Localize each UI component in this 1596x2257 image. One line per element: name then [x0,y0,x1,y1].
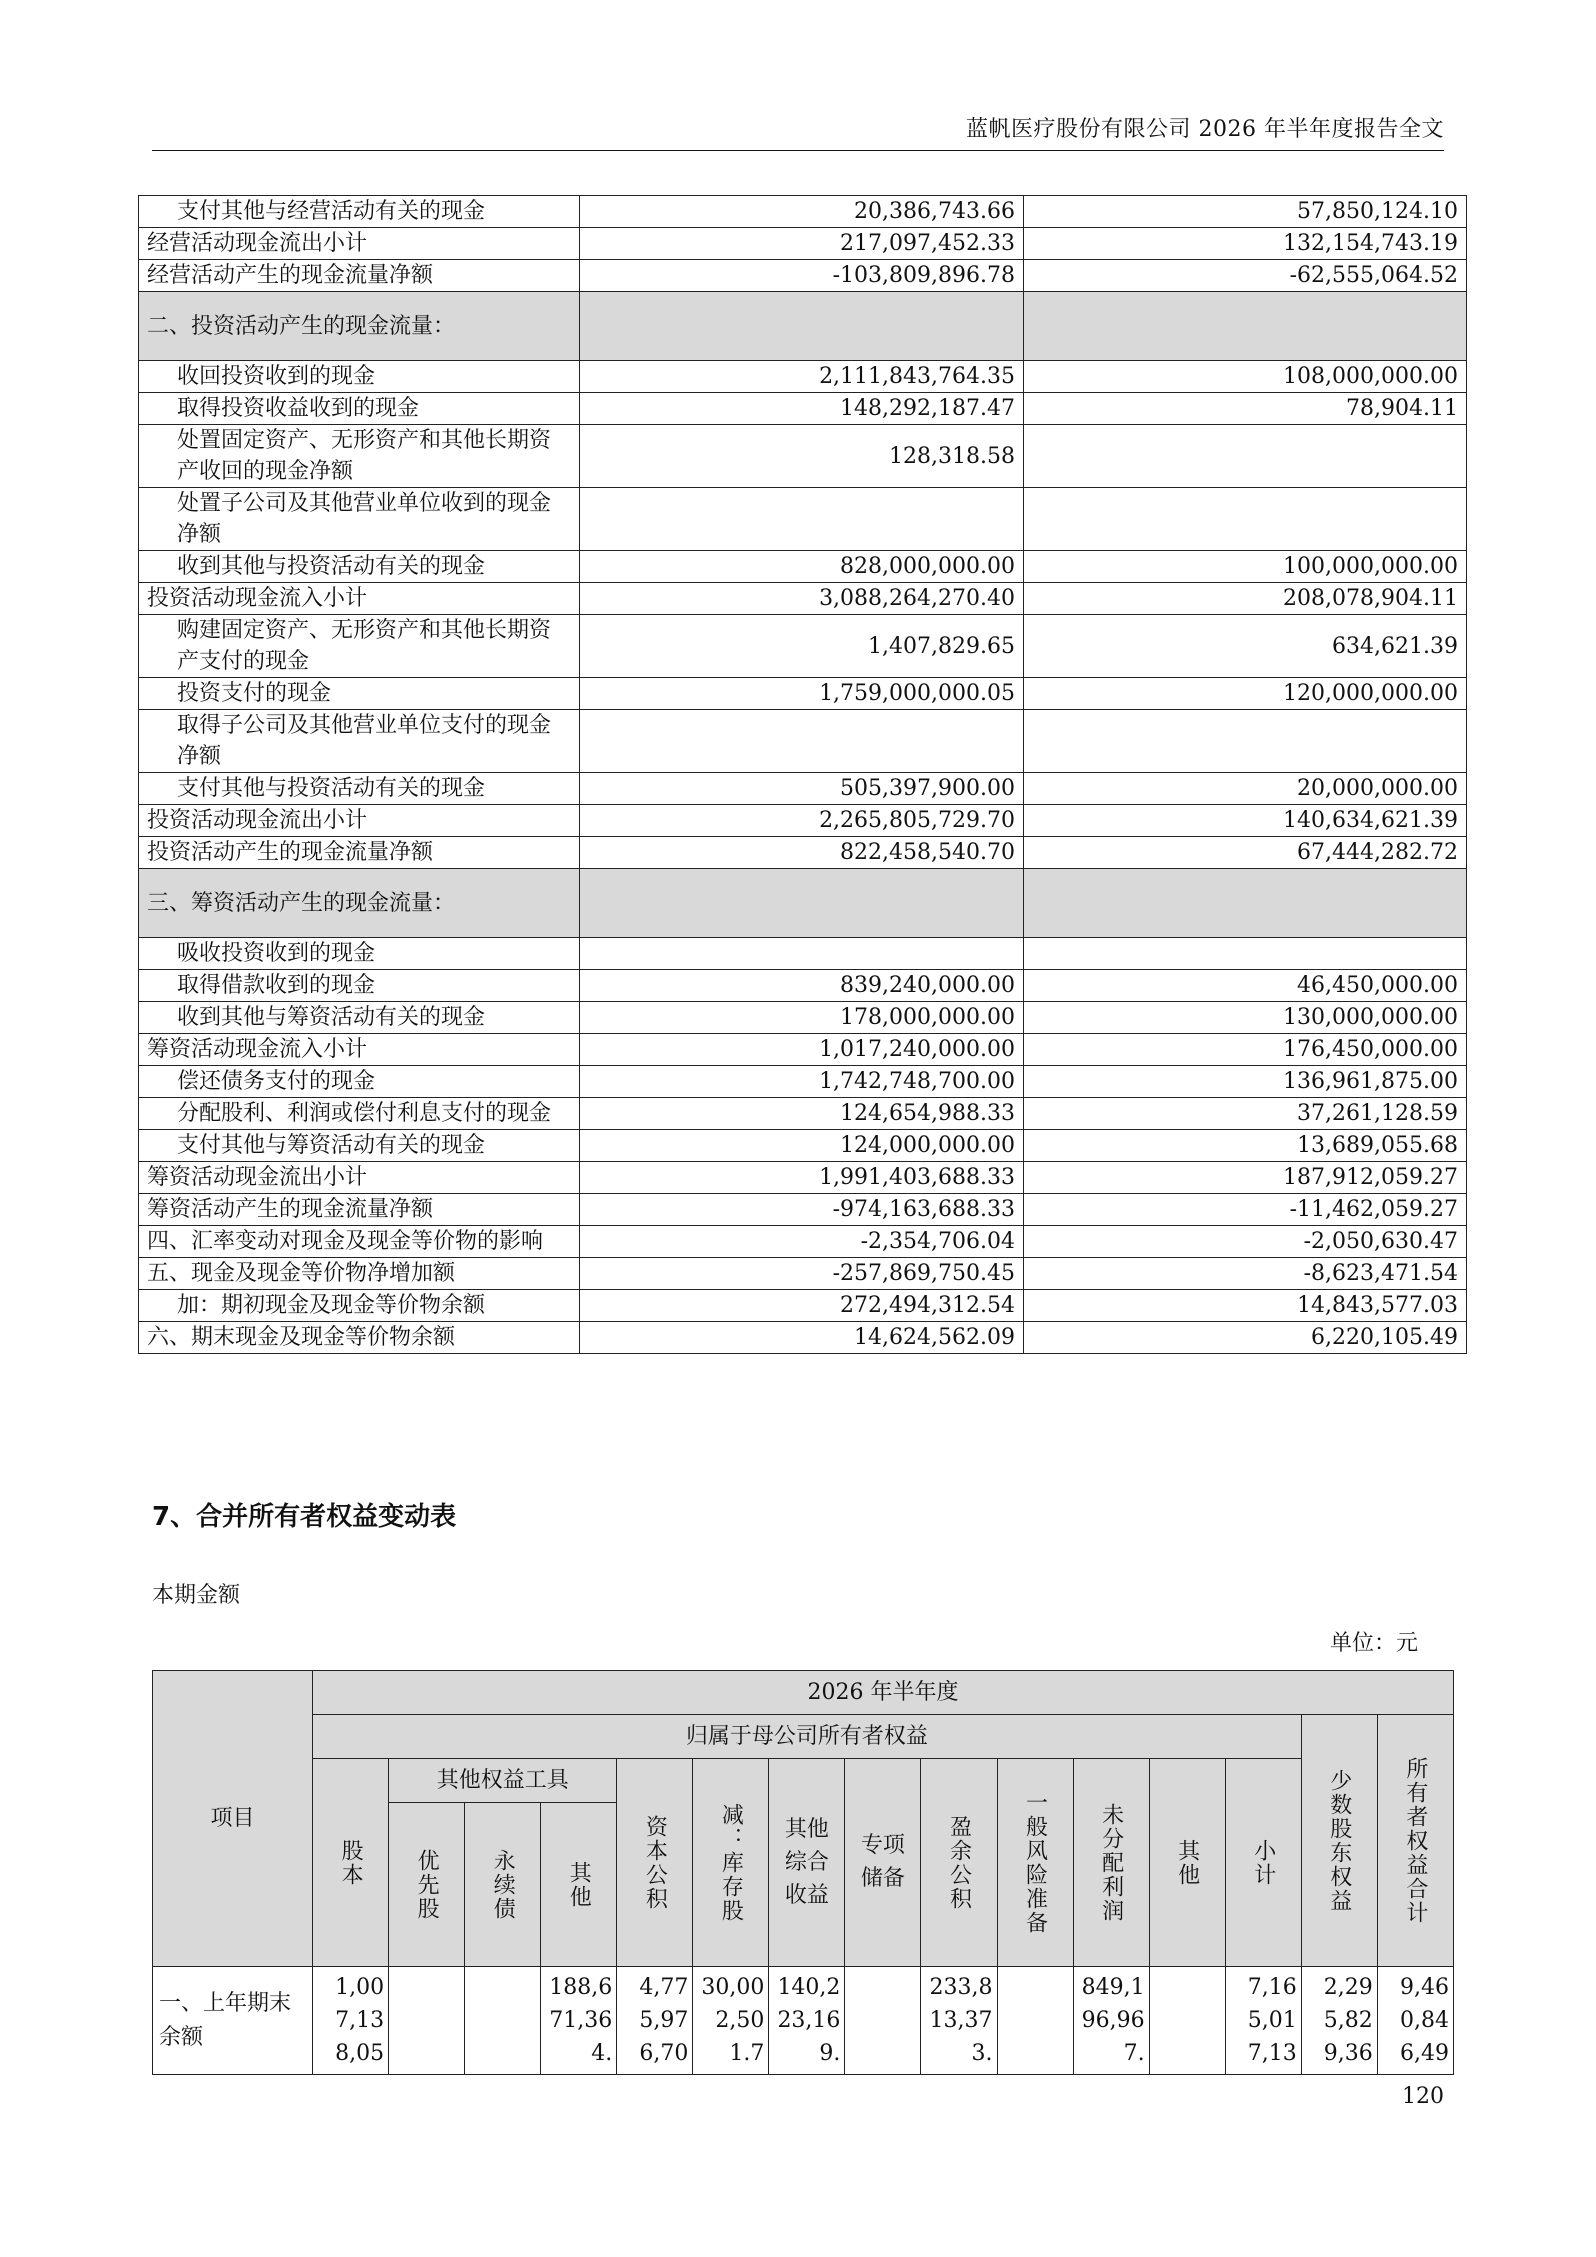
col-preferred: 优先股 [389,1803,465,1967]
row-label: 收到其他与筹资活动有关的现金 [139,1002,580,1034]
cash-flow-row [139,938,1467,970]
prior-period-amount [1024,292,1467,361]
col-treasury-stock: 减：库存股 [693,1759,769,1967]
cash-flow-row [139,1290,1467,1322]
row-label: 投资支付的现金 [139,678,580,710]
col-item-header: 项目 [153,1671,313,1967]
current-period-amount: -974,163,688.33 [580,1194,1024,1226]
current-period-amount: 1,759,000,000.05 [580,678,1024,710]
cash-flow-row [139,1002,1467,1034]
current-period-amount: 1,991,403,688.33 [580,1162,1024,1194]
prior-period-amount: 140,634,621.39 [1024,805,1467,837]
current-period-amount [580,938,1024,970]
prior-period-amount: 208,078,904.11 [1024,583,1467,615]
current-period-amount: 1,742,748,700.00 [580,1066,1024,1098]
cash-flow-row [139,1034,1467,1066]
col-capital-reserve: 资本公积 [617,1759,693,1967]
cell-treasury-stock: 30,002,501.7 [693,1967,769,2075]
prior-period-amount: -8,623,471.54 [1024,1258,1467,1290]
row-label: 加：期初现金及现金等价物余额 [139,1290,580,1322]
col-general-risk: 一般风险准备 [997,1759,1073,1967]
prior-period-amount: 13,689,055.68 [1024,1130,1467,1162]
cash-flow-row [139,678,1467,710]
col-oci-label: 其他综合收益 [784,1816,829,1908]
current-period-amount: -2,354,706.04 [580,1226,1024,1258]
row-label: 六、期末现金及现金等价物余额 [139,1322,580,1354]
current-period-amount [580,488,1024,551]
col-special-label: 专项储备 [860,1833,905,1891]
equity-change-table [152,1670,1454,2075]
cash-flow-row [139,970,1467,1002]
row-label: 筹资活动产生的现金流量净额 [139,1194,580,1226]
cash-flow-row [139,773,1467,805]
current-period-amount: 14,624,562.09 [580,1322,1024,1354]
col-surplus-reserve: 盈余公积 [921,1759,997,1967]
report-header-title: 蓝帆医疗股份有限公司 2026 年半年度报告全文 [966,117,1444,142]
cash-flow-row [139,260,1467,292]
prior-period-amount: 37,261,128.59 [1024,1098,1467,1130]
prior-period-amount: -2,050,630.47 [1024,1226,1467,1258]
prior-period-amount: -11,462,059.27 [1024,1194,1467,1226]
current-period-amount: 822,458,540.70 [580,837,1024,869]
row-label: 处置子公司及其他营业单位收到的现金净额 [139,488,580,551]
cash-flow-row [139,361,1467,393]
cell-oci: 140,223,169. [769,1967,845,2075]
row-label: 投资活动产生的现金流量净额 [139,837,580,869]
prior-period-amount: 176,450,000.00 [1024,1034,1467,1066]
prior-period-amount: 108,000,000.00 [1024,361,1467,393]
current-period-amount: 124,000,000.00 [580,1130,1024,1162]
prior-period-amount: 6,220,105.49 [1024,1322,1467,1354]
row-label: 筹资活动现金流入小计 [139,1034,580,1066]
col-other: 其他 [1149,1759,1225,1967]
prior-period-amount: 14,843,577.03 [1024,1290,1467,1322]
row-label: 收回投资收到的现金 [139,361,580,393]
row-label: 购建固定资产、无形资产和其他长期资产支付的现金 [139,615,580,678]
cash-flow-row [139,1226,1467,1258]
current-period-amount [580,869,1024,938]
current-period-amount: 839,240,000.00 [580,970,1024,1002]
prior-period-amount: 136,961,875.00 [1024,1066,1467,1098]
col-other-instruments: 其他 [541,1803,617,1967]
prior-period-amount: -62,555,064.52 [1024,260,1467,292]
cash-flow-row [139,393,1467,425]
prior-period-amount: 46,450,000.00 [1024,970,1467,1002]
cell-minority-interest: 2,295,829,36 [1301,1967,1377,2075]
cell-surplus-reserve: 233,813,373. [921,1967,997,2075]
row-label: 支付其他与筹资活动有关的现金 [139,1130,580,1162]
unit-label: 单位：元 [1330,1631,1419,1656]
cell-subtotal: 7,165,017,13 [1225,1967,1301,2075]
other-equity-instruments-header: 其他权益工具 [389,1759,617,1803]
cash-flow-row [139,583,1467,615]
current-period-amount: 128,318.58 [580,425,1024,488]
current-period-amount: 272,494,312.54 [580,1290,1024,1322]
prior-period-amount: 20,000,000.00 [1024,773,1467,805]
cell-capital-reserve: 4,775,976,70 [617,1967,693,2075]
current-period-amount: 2,265,805,729.70 [580,805,1024,837]
col-subtotal: 小计 [1225,1759,1301,1967]
row-label: 偿还债务支付的现金 [139,1066,580,1098]
current-period-amount: 1,017,240,000.00 [580,1034,1024,1066]
current-period-amount: 1,407,829.65 [580,615,1024,678]
current-period-amount: -257,869,750.45 [580,1258,1024,1290]
prior-period-amount: 120,000,000.00 [1024,678,1467,710]
current-period-amount [580,710,1024,773]
cash-flow-row [139,1258,1467,1290]
cash-flow-row [139,615,1467,678]
cell-preferred [389,1967,465,2075]
prior-period-amount [1024,488,1467,551]
current-period-label: 本期金额 [152,1583,241,1608]
cash-flow-row [139,1130,1467,1162]
section-header-row [139,292,1467,361]
page-number: 120 [1402,2084,1444,2109]
cell-special-reserve [845,1967,921,2075]
col-undistributed-profit: 未分配利润 [1073,1759,1149,1967]
current-period-amount: 828,000,000.00 [580,551,1024,583]
current-period-amount: 20,386,743.66 [580,196,1024,228]
row-label: 三、筹资活动产生的现金流量： [139,869,580,938]
header-divider [152,150,1444,151]
row-label: 四、汇率变动对现金及现金等价物的影响 [139,1226,580,1258]
prior-period-amount: 57,850,124.10 [1024,196,1467,228]
current-period-amount: 505,397,900.00 [580,773,1024,805]
cell-undistributed-profit: 849,196,967. [1073,1967,1149,2075]
cash-flow-row [139,1194,1467,1226]
row-label: 支付其他与经营活动有关的现金 [139,196,580,228]
row-label: 取得投资收益收到的现金 [139,393,580,425]
cash-flow-row [139,425,1467,488]
row-label: 支付其他与投资活动有关的现金 [139,773,580,805]
prior-period-amount: 130,000,000.00 [1024,1002,1467,1034]
current-period-amount: 178,000,000.00 [580,1002,1024,1034]
current-period-amount: 3,088,264,270.40 [580,583,1024,615]
cash-flow-row [139,1098,1467,1130]
current-period-amount [580,292,1024,361]
prior-period-amount: 634,621.39 [1024,615,1467,678]
col-perpetual: 永续债 [465,1803,541,1967]
cash-flow-row [139,710,1467,773]
row-label: 投资活动现金流出小计 [139,805,580,837]
current-period-amount: 217,097,452.33 [580,228,1024,260]
cash-flow-row [139,228,1467,260]
row-label: 取得子公司及其他营业单位支付的现金净额 [139,710,580,773]
row-label: 投资活动现金流入小计 [139,583,580,615]
row-label: 五、现金及现金等价物净增加额 [139,1258,580,1290]
row-label: 二、投资活动产生的现金流量： [139,292,580,361]
cell-perpetual [465,1967,541,2075]
cell-general-risk [997,1967,1073,2075]
current-period-amount: -103,809,896.78 [580,260,1024,292]
col-share-capital: 股本 [313,1759,389,1967]
current-period-amount: 124,654,988.33 [580,1098,1024,1130]
current-period-amount: 148,292,187.47 [580,393,1024,425]
row-label: 筹资活动现金流出小计 [139,1162,580,1194]
row-label: 吸收投资收到的现金 [139,938,580,970]
col-special-reserve [845,1759,921,1967]
row-label: 分配股利、利润或偿付利息支付的现金 [139,1098,580,1130]
row-label: 经营活动现金流出小计 [139,228,580,260]
prior-period-amount: 67,444,282.72 [1024,837,1467,869]
prior-period-amount: 78,904.11 [1024,393,1467,425]
cash-flow-row [139,551,1467,583]
col-minority-interest: 少数股东权益 [1301,1715,1377,1967]
period-header: 2026 年半年度 [313,1671,1454,1715]
col-oci [769,1759,845,1967]
cell-other-instruments: 188,671,364. [541,1967,617,2075]
prior-period-amount [1024,710,1467,773]
cash-flow-row [139,1162,1467,1194]
cell-share-capital: 1,007,138,05 [313,1967,389,2075]
cash-flow-row [139,1066,1467,1098]
cash-flow-row [139,196,1467,228]
prior-period-amount: 187,912,059.27 [1024,1162,1467,1194]
prior-period-amount: 132,154,743.19 [1024,228,1467,260]
row-label-prior-period-end: 一、上年期末余额 [153,1967,313,2075]
cell-total-equity: 9,460,846,49 [1377,1967,1453,2075]
row-label: 收到其他与投资活动有关的现金 [139,551,580,583]
row-label: 处置固定资产、无形资产和其他长期资产收回的现金净额 [139,425,580,488]
current-period-amount: 2,111,843,764.35 [580,361,1024,393]
row-label: 经营活动产生的现金流量净额 [139,260,580,292]
attributable-header: 归属于母公司所有者权益 [313,1715,1302,1759]
prior-period-amount [1024,938,1467,970]
prior-period-amount [1024,425,1467,488]
cash-flow-table [138,195,1467,1354]
row-label: 取得借款收到的现金 [139,970,580,1002]
cash-flow-row [139,1322,1467,1354]
prior-period-amount [1024,869,1467,938]
cell-other [1149,1967,1225,2075]
section-header-row [139,869,1467,938]
cash-flow-row [139,837,1467,869]
col-total-equity: 所有者权益合计 [1377,1715,1453,1967]
prior-period-amount: 100,000,000.00 [1024,551,1467,583]
cash-flow-row [139,488,1467,551]
cash-flow-row [139,805,1467,837]
section-title: 7、合并所有者权益变动表 [152,1502,457,1532]
